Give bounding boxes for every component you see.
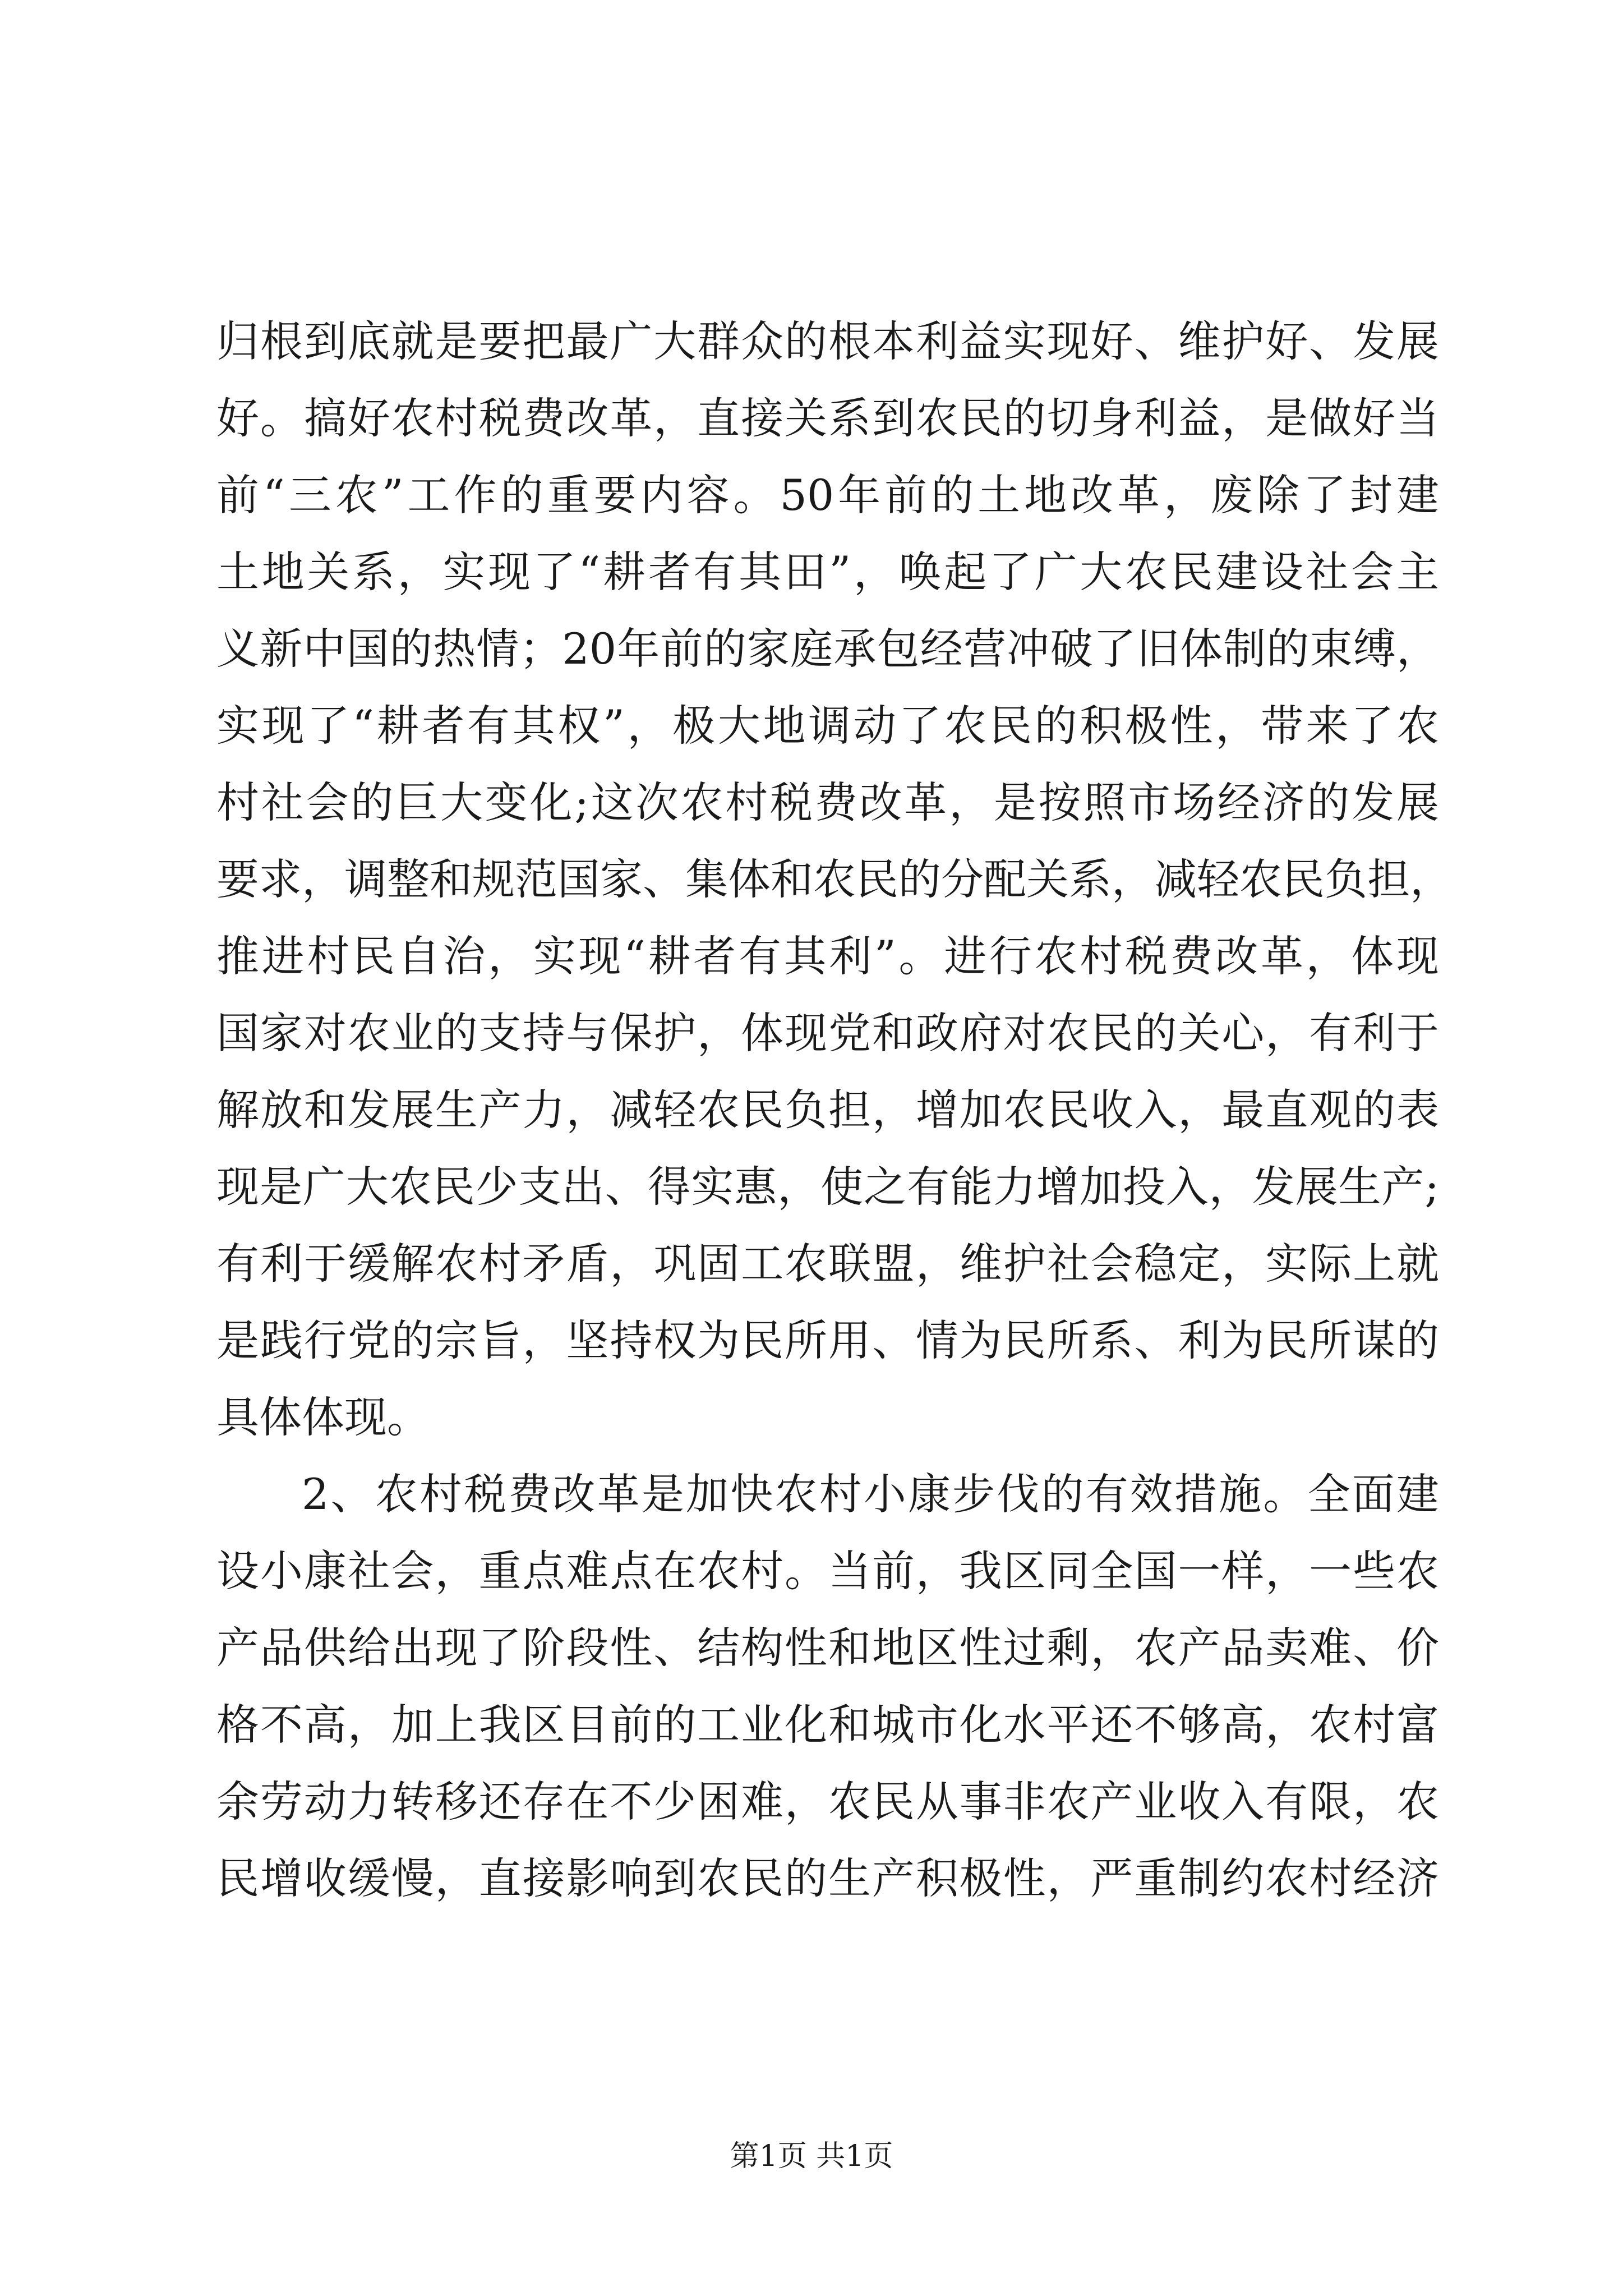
paragraph-1 xyxy=(216,303,1453,1456)
text-line: 实现了“耕者有其权”，极大地调动了农民的积极性，带来了农 xyxy=(216,701,1439,751)
text-line: 前“三农”工作的重要内容。50年前的土地改革，废除了封建 xyxy=(216,470,1439,520)
text-line: 好。搞好农村税费改革，直接关系到农民的切身利益，是做好当 xyxy=(216,393,1439,443)
text-line: 村社会的巨大变化;这次农村税费改革，是按照市场经济的发展 xyxy=(216,777,1439,827)
text-line: 民增收缓慢，直接影响到农民的生产积极性，严重制约农村经济 xyxy=(216,1853,1439,1903)
text-line: 是践行党的宗旨，坚持权为民所用、情为民所系、利为民所谋的 xyxy=(216,1315,1439,1365)
text-line: 格不高，加上我区目前的工业化和城市化水平还不够高，农村富 xyxy=(216,1700,1439,1750)
text-line: 产品供给出现了阶段性、结构性和地区性过剩，农产品卖难、价 xyxy=(216,1623,1439,1673)
text-line: 土地关系，实现了“耕者有其田”，唤起了广大农民建设社会主 xyxy=(216,547,1439,597)
text-line: 具体体现。 xyxy=(216,1392,430,1442)
page-number: 第1页 共1页 xyxy=(730,2139,893,2173)
text-line: 2、农村税费改革是加快农村小康步伐的有效措施。全面建 xyxy=(302,1469,1439,1519)
text-line: 国家对农业的支持与保护，体现党和政府对农民的关心，有利于 xyxy=(216,1008,1439,1058)
text-line: 设小康社会，重点难点在农村。当前，我区同全国一样，一些农 xyxy=(216,1546,1439,1596)
paragraph-2 xyxy=(216,1456,1439,1917)
text-line: 有利于缓解农村矛盾，巩固工农联盟，维护社会稳定，实际上就 xyxy=(216,1239,1439,1289)
text-line: 推进村民自治，实现“耕者有其利”。进行农村税费改革，体现 xyxy=(216,931,1439,981)
text-line: 现是广大农民少支出、得实惠，使之有能力增加投入，发展生产; xyxy=(216,1162,1439,1212)
text-line: 要求，调整和规范国家、集体和农民的分配关系，减轻农民负担， xyxy=(216,854,1453,904)
text-line: 归根到底就是要把最广大群众的根本利益实现好、维护好、发展 xyxy=(216,316,1439,366)
text-line: 余劳动力转移还存在不少困难，农民从事非农产业收入有限，农 xyxy=(216,1777,1439,1826)
text-line: 解放和发展生产力，减轻农民负担，增加农民收入，最直观的表 xyxy=(216,1085,1439,1135)
body-text xyxy=(216,303,1453,1917)
text-line: 义新中国的热情；20年前的家庭承包经营冲破了旧体制的束缚， xyxy=(216,624,1439,674)
